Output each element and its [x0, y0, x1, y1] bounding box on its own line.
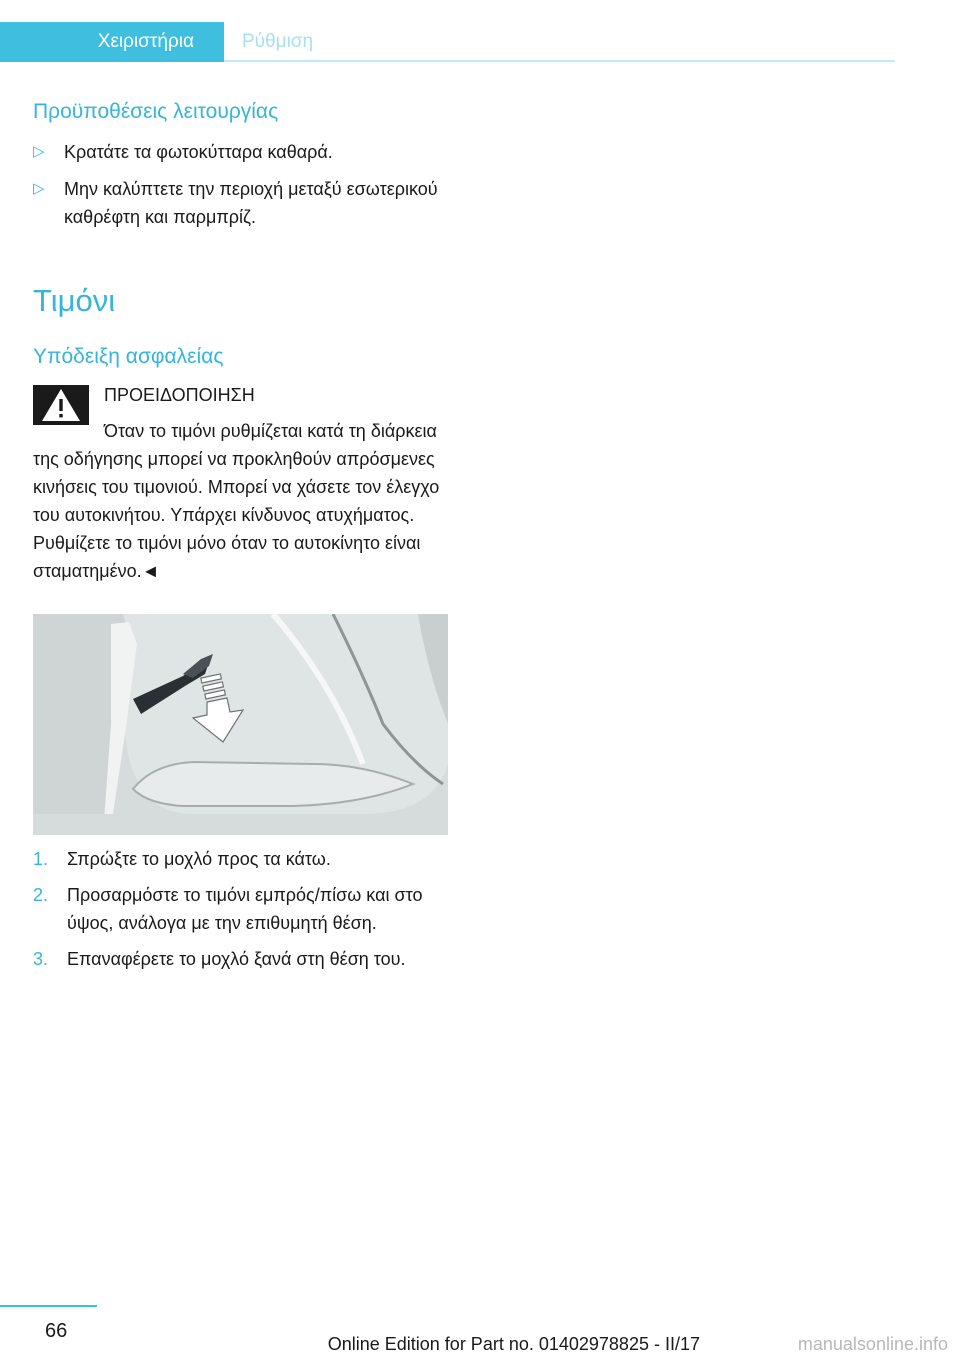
main-content	[33, 100, 448, 637]
prerequisites-heading: Προϋποθέσεις λειτουργίας	[33, 100, 279, 123]
tab-adjustment-label: Ρύθμιση	[242, 31, 314, 52]
prerequisite-text: Κρατάτε τα φωτοκύτταρα καθαρά.	[64, 142, 333, 162]
tab-controls-label: Χειριστήρια	[97, 31, 194, 52]
tab-underline	[224, 60, 895, 62]
step-number: 1.	[33, 849, 49, 869]
step-item	[33, 945, 448, 973]
prerequisite-text: Μην καλύπτετε την περιοχή μεταξύ εσωτερικού καθρέφτη και παρμπρίζ.	[64, 179, 438, 227]
steering-lever-illustration	[33, 614, 448, 835]
step-item	[33, 881, 448, 937]
warning-label: ΠΡΟΕΙΔΟΠΟΙΗΣΗ	[104, 385, 255, 405]
prerequisite-item	[33, 175, 448, 231]
page-number-rule	[0, 1305, 97, 1307]
step-number: 2.	[33, 885, 49, 905]
watermark-text: manualsonline.info	[797, 1334, 948, 1354]
warning-block	[33, 381, 448, 585]
triangle-bullet-icon: ▷	[33, 143, 45, 160]
chapter-tab-bar	[0, 22, 895, 62]
page-number: 66	[45, 1320, 68, 1342]
adjustment-steps	[33, 845, 448, 981]
step-text: Προσαρμόστε το τιμόνι εμπρός/πίσω και στο ύψος, ανάλογα με την επιθυμητή θέση.	[67, 885, 423, 933]
step-text: Επαναφέρετε το μοχλό ξανά στη θέση του.	[67, 949, 406, 969]
safety-note-heading: Υπόδειξη ασφαλείας	[33, 345, 224, 368]
step-text: Σπρώξτε το μοχλό προς τα κάτω.	[67, 849, 331, 869]
step-item	[33, 845, 448, 873]
tab-controls[interactable]	[0, 22, 224, 62]
section-title-steering-wheel: Τιμόνι	[33, 283, 116, 318]
prerequisite-item	[33, 138, 448, 166]
edition-footer: Online Edition for Part no. 01402978825 - II/17	[327, 1334, 700, 1354]
warning-text: Όταν το τιμόνι ρυθμίζεται κατά τη διάρκεια της οδήγησης μπορεί να προκληθούν απρόσμενες κινήσεις του τιμονιού. Μπορεί να χάσετε τον έλεγχο του αυτοκινήτου. Υπάρχει κίνδυνος ατυχήματος. Ρυθμίζετε το τιμόνι μόνο όταν το αυτοκίνητο είναι σταματημένο.◄	[33, 421, 440, 581]
step-number: 3.	[33, 949, 49, 969]
warning-triangle-icon	[33, 385, 89, 425]
triangle-bullet-icon: ▷	[33, 180, 45, 197]
tab-adjustment[interactable]	[242, 22, 313, 62]
